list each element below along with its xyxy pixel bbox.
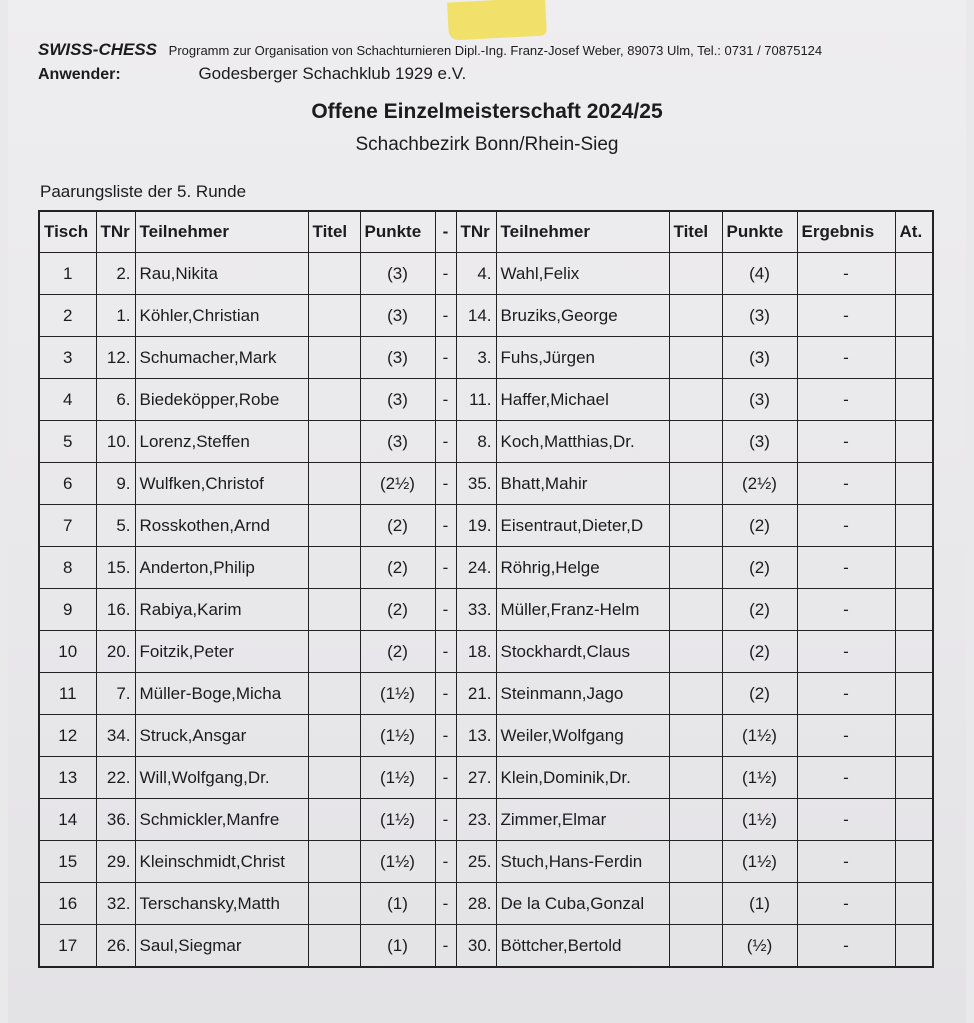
table-number: 12 — [39, 715, 96, 757]
result-cell: - — [797, 715, 895, 757]
user-line — [38, 64, 466, 84]
player-title-black — [669, 883, 722, 925]
player-number-white: 12. — [96, 337, 135, 379]
player-points-black: (3) — [722, 295, 797, 337]
result-cell: - — [797, 295, 895, 337]
player-points-black: (2) — [722, 631, 797, 673]
player-points-white: (3) — [360, 253, 435, 295]
player-points-white: (1) — [360, 883, 435, 925]
player-points-white: (1½) — [360, 715, 435, 757]
player-points-black: (½) — [722, 925, 797, 968]
player-number-white: 32. — [96, 883, 135, 925]
header-row — [39, 211, 933, 253]
player-number-black: 23. — [456, 799, 496, 841]
result-cell: - — [797, 379, 895, 421]
player-name-white: Terschansky,Matth — [135, 883, 308, 925]
player-number-black: 35. — [456, 463, 496, 505]
player-title-white — [308, 463, 360, 505]
result-cell: - — [797, 505, 895, 547]
col-header-tnr: TNr — [96, 211, 135, 253]
player-points-white: (1) — [360, 925, 435, 968]
player-points-white: (2) — [360, 547, 435, 589]
pairing-separator: - — [435, 673, 456, 715]
player-number-white: 1. — [96, 295, 135, 337]
player-number-black: 25. — [456, 841, 496, 883]
table-number: 9 — [39, 589, 96, 631]
table-number: 6 — [39, 463, 96, 505]
col-header-punkte-2: Punkte — [722, 211, 797, 253]
player-title-white — [308, 589, 360, 631]
player-number-white: 6. — [96, 379, 135, 421]
player-name-white: Müller-Boge,Micha — [135, 673, 308, 715]
player-number-black: 27. — [456, 757, 496, 799]
attendance-cell — [895, 295, 933, 337]
table-number: 3 — [39, 337, 96, 379]
player-points-black: (3) — [722, 337, 797, 379]
table-number: 5 — [39, 421, 96, 463]
table-number: 7 — [39, 505, 96, 547]
table-row — [39, 589, 933, 631]
table-row — [39, 841, 933, 883]
player-name-black: Röhrig,Helge — [496, 547, 669, 589]
attendance-cell — [895, 799, 933, 841]
result-cell: - — [797, 421, 895, 463]
result-cell: - — [797, 253, 895, 295]
attendance-cell — [895, 841, 933, 883]
attendance-cell — [895, 505, 933, 547]
table-row — [39, 463, 933, 505]
player-number-black: 11. — [456, 379, 496, 421]
player-title-black — [669, 421, 722, 463]
player-number-white: 16. — [96, 589, 135, 631]
player-name-black: Stuch,Hans-Ferdin — [496, 841, 669, 883]
player-title-white — [308, 253, 360, 295]
table-number: 2 — [39, 295, 96, 337]
player-title-black — [669, 253, 722, 295]
table-row — [39, 253, 933, 295]
pairing-separator: - — [435, 757, 456, 799]
col-header-teilnehmer: Teilnehmer — [135, 211, 308, 253]
attendance-cell — [895, 379, 933, 421]
attendance-cell — [895, 421, 933, 463]
player-number-black: 30. — [456, 925, 496, 968]
player-name-white: Rabiya,Karim — [135, 589, 308, 631]
player-title-black — [669, 673, 722, 715]
col-header-tisch: Tisch — [39, 211, 96, 253]
player-title-black — [669, 505, 722, 547]
col-header-ergebnis: Ergebnis — [797, 211, 895, 253]
table-number: 17 — [39, 925, 96, 968]
player-points-white: (2) — [360, 631, 435, 673]
table-row — [39, 421, 933, 463]
program-description: Programm zur Organisation von Schachturnieren Dipl.-Ing. Franz-Josef Weber, 89073 Ulm, Tel.: 0731 / 70875124 — [168, 43, 823, 58]
result-cell: - — [797, 631, 895, 673]
player-name-black: Klein,Dominik,Dr. — [496, 757, 669, 799]
player-number-black: 28. — [456, 883, 496, 925]
player-name-white: Anderton,Philip — [135, 547, 308, 589]
player-title-white — [308, 715, 360, 757]
col-header-titel: Titel — [308, 211, 360, 253]
player-title-black — [669, 757, 722, 799]
table-row — [39, 925, 933, 968]
player-title-white — [308, 337, 360, 379]
player-points-white: (2½) — [360, 463, 435, 505]
player-name-black: Müller,Franz-Helm — [496, 589, 669, 631]
pairing-separator: - — [435, 295, 456, 337]
page-subtitle: Schachbezirk Bonn/Rhein-Sieg — [355, 134, 619, 155]
player-title-white — [308, 883, 360, 925]
pairings-table — [38, 210, 934, 968]
attendance-cell — [895, 715, 933, 757]
player-name-white: Wulfken,Christof — [135, 463, 308, 505]
player-title-white — [308, 379, 360, 421]
club-name: Godesberger Schachklub 1929 e.V. — [198, 64, 467, 83]
table-row — [39, 631, 933, 673]
pairing-separator: - — [435, 631, 456, 673]
player-title-black — [669, 379, 722, 421]
attendance-cell — [895, 463, 933, 505]
table-number: 10 — [39, 631, 96, 673]
pairing-separator: - — [435, 421, 456, 463]
result-cell: - — [797, 757, 895, 799]
player-name-black: Eisentraut,Dieter,D — [496, 505, 669, 547]
table-row — [39, 715, 933, 757]
player-title-white — [308, 295, 360, 337]
user-label: Anwender: — [38, 66, 121, 83]
player-name-white: Foitzik,Peter — [135, 631, 308, 673]
attendance-cell — [895, 925, 933, 968]
player-name-white: Will,Wolfgang,Dr. — [135, 757, 308, 799]
attendance-cell — [895, 631, 933, 673]
player-number-black: 8. — [456, 421, 496, 463]
player-name-white: Schmickler,Manfre — [135, 799, 308, 841]
player-title-black — [669, 589, 722, 631]
result-cell: - — [797, 547, 895, 589]
player-name-white: Kleinschmidt,Christ — [135, 841, 308, 883]
player-points-black: (1½) — [722, 757, 797, 799]
player-number-white: 10. — [96, 421, 135, 463]
table-row — [39, 757, 933, 799]
player-title-white — [308, 631, 360, 673]
attendance-cell — [895, 337, 933, 379]
player-number-black: 21. — [456, 673, 496, 715]
page-title: Offene Einzelmeisterschaft 2024/25 — [311, 100, 663, 123]
pairing-separator: - — [435, 799, 456, 841]
result-cell: - — [797, 841, 895, 883]
result-cell: - — [797, 337, 895, 379]
player-name-black: Zimmer,Elmar — [496, 799, 669, 841]
table-number: 15 — [39, 841, 96, 883]
player-title-black — [669, 295, 722, 337]
col-header-titel-2: Titel — [669, 211, 722, 253]
result-cell: - — [797, 589, 895, 631]
result-cell: - — [797, 883, 895, 925]
player-points-black: (3) — [722, 379, 797, 421]
player-name-white: Rau,Nikita — [135, 253, 308, 295]
player-number-white: 15. — [96, 547, 135, 589]
player-points-black: (1½) — [722, 841, 797, 883]
player-name-black: Stockhardt,Claus — [496, 631, 669, 673]
player-name-white: Biedeköpper,Robe — [135, 379, 308, 421]
player-number-white: 7. — [96, 673, 135, 715]
pairing-separator: - — [435, 715, 456, 757]
pairing-separator: - — [435, 547, 456, 589]
player-points-white: (3) — [360, 379, 435, 421]
table-caption: Paarungsliste der 5. Runde — [40, 182, 247, 201]
player-points-white: (1½) — [360, 841, 435, 883]
player-points-white: (3) — [360, 337, 435, 379]
player-name-black: Bruziks,George — [496, 295, 669, 337]
player-number-black: 4. — [456, 253, 496, 295]
player-title-black — [669, 925, 722, 968]
table-number: 16 — [39, 883, 96, 925]
player-number-white: 34. — [96, 715, 135, 757]
pairing-separator: - — [435, 337, 456, 379]
program-header — [38, 40, 822, 60]
player-name-white: Köhler,Christian — [135, 295, 308, 337]
player-name-white: Lorenz,Steffen — [135, 421, 308, 463]
player-name-black: De la Cuba,Gonzal — [496, 883, 669, 925]
pairing-separator: - — [435, 841, 456, 883]
sticky-note — [447, 0, 547, 41]
table-row — [39, 883, 933, 925]
table-row — [39, 799, 933, 841]
table-row — [39, 505, 933, 547]
player-points-black: (2) — [722, 547, 797, 589]
player-title-white — [308, 505, 360, 547]
player-name-white: Rosskothen,Arnd — [135, 505, 308, 547]
player-points-white: (1½) — [360, 757, 435, 799]
player-points-black: (1) — [722, 883, 797, 925]
player-points-black: (3) — [722, 421, 797, 463]
player-title-black — [669, 337, 722, 379]
player-number-black: 33. — [456, 589, 496, 631]
player-points-white: (1½) — [360, 799, 435, 841]
player-points-white: (3) — [360, 295, 435, 337]
pairing-separator: - — [435, 589, 456, 631]
table-row — [39, 337, 933, 379]
player-number-black: 18. — [456, 631, 496, 673]
player-name-black: Steinmann,Jago — [496, 673, 669, 715]
player-name-black: Haffer,Michael — [496, 379, 669, 421]
player-points-black: (2) — [722, 673, 797, 715]
player-points-white: (2) — [360, 589, 435, 631]
pairing-separator: - — [435, 883, 456, 925]
table-row — [39, 547, 933, 589]
player-points-black: (1½) — [722, 715, 797, 757]
table-number: 11 — [39, 673, 96, 715]
table-number: 8 — [39, 547, 96, 589]
player-number-white: 36. — [96, 799, 135, 841]
table-number: 1 — [39, 253, 96, 295]
col-header-punkte: Punkte — [360, 211, 435, 253]
player-number-black: 3. — [456, 337, 496, 379]
player-points-white: (2) — [360, 505, 435, 547]
pairing-separator: - — [435, 253, 456, 295]
player-number-black: 14. — [456, 295, 496, 337]
pairing-separator: - — [435, 505, 456, 547]
pairing-separator: - — [435, 925, 456, 968]
result-cell: - — [797, 463, 895, 505]
player-name-white: Schumacher,Mark — [135, 337, 308, 379]
player-title-white — [308, 925, 360, 968]
player-number-black: 19. — [456, 505, 496, 547]
player-title-black — [669, 799, 722, 841]
player-title-white — [308, 421, 360, 463]
player-number-white: 26. — [96, 925, 135, 968]
player-title-black — [669, 547, 722, 589]
player-number-black: 24. — [456, 547, 496, 589]
player-points-white: (1½) — [360, 673, 435, 715]
player-title-white — [308, 841, 360, 883]
player-title-black — [669, 631, 722, 673]
player-title-white — [308, 757, 360, 799]
player-number-black: 13. — [456, 715, 496, 757]
table-row — [39, 295, 933, 337]
attendance-cell — [895, 757, 933, 799]
player-name-black: Weiler,Wolfgang — [496, 715, 669, 757]
player-title-white — [308, 547, 360, 589]
attendance-cell — [895, 883, 933, 925]
player-number-white: 20. — [96, 631, 135, 673]
player-points-black: (1½) — [722, 799, 797, 841]
col-header-at: At. — [895, 211, 933, 253]
player-name-black: Fuhs,Jürgen — [496, 337, 669, 379]
pairing-separator: - — [435, 379, 456, 421]
player-title-black — [669, 463, 722, 505]
player-title-white — [308, 799, 360, 841]
table-number: 14 — [39, 799, 96, 841]
player-name-black: Bhatt,Mahir — [496, 463, 669, 505]
player-title-black — [669, 715, 722, 757]
player-title-black — [669, 841, 722, 883]
attendance-cell — [895, 547, 933, 589]
player-name-black: Böttcher,Bertold — [496, 925, 669, 968]
table-number: 4 — [39, 379, 96, 421]
player-title-white — [308, 673, 360, 715]
player-name-white: Saul,Siegmar — [135, 925, 308, 968]
player-name-black: Koch,Matthias,Dr. — [496, 421, 669, 463]
table-row — [39, 673, 933, 715]
player-points-white: (3) — [360, 421, 435, 463]
table-row — [39, 379, 933, 421]
player-points-black: (4) — [722, 253, 797, 295]
attendance-cell — [895, 253, 933, 295]
player-name-black: Wahl,Felix — [496, 253, 669, 295]
result-cell: - — [797, 925, 895, 968]
player-number-white: 29. — [96, 841, 135, 883]
player-number-white: 9. — [96, 463, 135, 505]
player-points-black: (2) — [722, 505, 797, 547]
player-points-black: (2½) — [722, 463, 797, 505]
attendance-cell — [895, 589, 933, 631]
result-cell: - — [797, 799, 895, 841]
col-header-separator: - — [435, 211, 456, 253]
player-number-white: 2. — [96, 253, 135, 295]
attendance-cell — [895, 673, 933, 715]
pairing-separator: - — [435, 463, 456, 505]
program-name: SWISS-CHESS — [38, 40, 158, 59]
player-points-black: (2) — [722, 589, 797, 631]
table-number: 13 — [39, 757, 96, 799]
player-number-white: 5. — [96, 505, 135, 547]
player-number-white: 22. — [96, 757, 135, 799]
col-header-tnr-2: TNr — [456, 211, 496, 253]
col-header-teilnehmer-2: Teilnehmer — [496, 211, 669, 253]
player-name-white: Struck,Ansgar — [135, 715, 308, 757]
result-cell: - — [797, 673, 895, 715]
